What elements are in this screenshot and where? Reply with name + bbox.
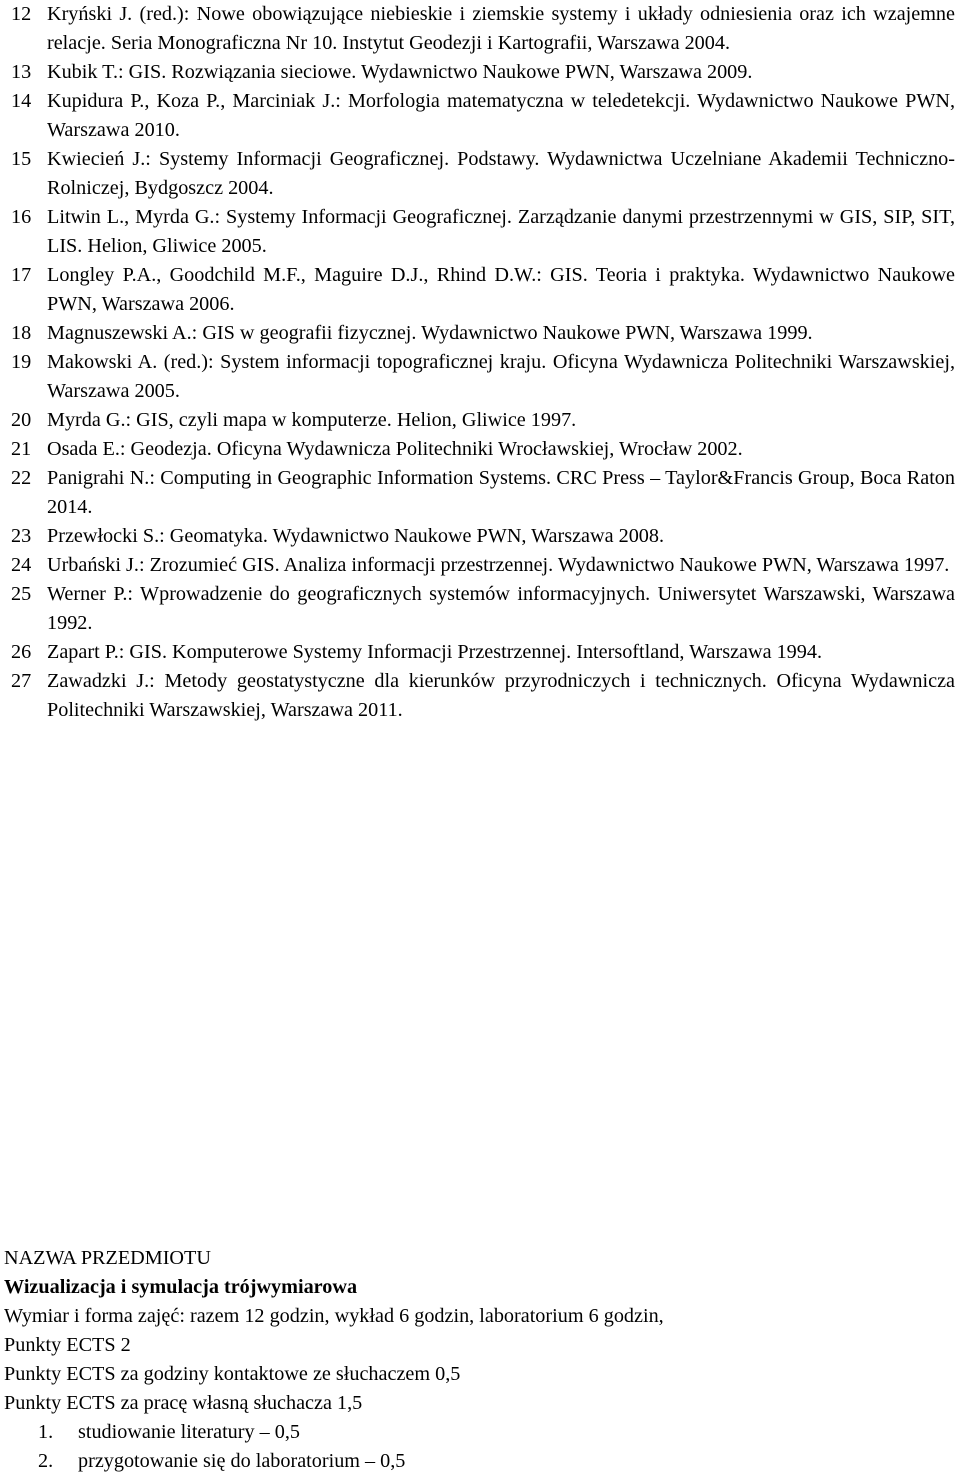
list-item [11,522,955,551]
reference-number: 13 [11,61,32,83]
list-item [11,406,955,435]
list-item [11,0,955,58]
reference-number: 27 [11,670,32,692]
reference-number: 17 [11,264,32,286]
reference-text: Urbański J.: Zrozumieć GIS. Analiza informacji przestrzennej. Wydawnictwo Naukowe PWN, Warszawa 1997. [47,554,950,576]
reference-text: Zawadzki J.: Metody geostatystyczne dla kierunków przyrodniczych i technicznych. Oficyna Wydawnicza Politechniki Warszawskiej, Warszawa 2011. [47,670,955,721]
item-text: przygotowanie się do laboratorium – 0,5 [78,1450,406,1472]
reference-text: Panigrahi N.: Computing in Geographic Information Systems. CRC Press – Taylor&Francis Group, Boca Raton 2014. [47,467,955,518]
list-item [11,348,955,406]
list-item [11,464,955,522]
reference-text: Kryński J. (red.): Nowe obowiązujące niebieskie i ziemskie systemy i układy odniesienia oraz ich wzajemne relacje. Seria Monograficzna Nr 10. Instytut Geodezji i Kartografii, Warszawa 2004. [47,3,955,54]
list-item [11,203,955,261]
reference-text: Osada E.: Geodezja. Oficyna Wydawnicza Politechniki Wrocławskiej, Wrocław 2002. [47,438,743,460]
reference-number: 23 [11,525,32,547]
course-section [4,1244,944,1476]
list-item [11,58,955,87]
reference-number: 18 [11,322,32,344]
reference-number: 19 [11,351,32,373]
reference-text: Litwin L., Myrda G.: Systemy Informacji Geograficznej. Zarządzanie danymi przestrzennymi w GIS, SIP, SIT, LIS. Helion, Gliwice 2005. [47,206,955,257]
reference-text: Kubik T.: GIS. Rozwiązania sieciowe. Wydawnictwo Naukowe PWN, Warszawa 2009. [47,61,753,83]
reference-number: 25 [11,583,32,605]
reference-text: Myrda G.: GIS, czyli mapa w komputerze. Helion, Gliwice 1997. [47,409,577,431]
reference-number: 20 [11,409,32,431]
item-text: studiowanie literatury – 0,5 [78,1421,301,1443]
ects-contact: Punkty ECTS za godziny kontaktowe ze słuchaczem 0,5 [4,1363,461,1385]
list-item [11,580,955,638]
list-item [11,638,955,667]
list-item [11,145,955,203]
reference-text: Kupidura P., Koza P., Marciniak J.: Morfologia matematyczna w teledetekcji. Wydawnictwo Naukowe PWN, Warszawa 2010. [47,90,955,141]
reference-number: 15 [11,148,32,170]
list-item [11,319,955,348]
list-item [4,1418,944,1447]
item-number: 2. [38,1450,54,1472]
ects-self-work: Punkty ECTS za pracę własną słuchacza 1,5 [4,1392,363,1414]
item-number: 1. [38,1421,54,1443]
list-item [11,87,955,145]
list-item [4,1447,944,1476]
course-hours: Wymiar i forma zajęć: razem 12 godzin, wykład 6 godzin, laboratorium 6 godzin, [4,1305,664,1327]
bibliography-list [11,0,955,725]
reference-text: Makowski A. (red.): System informacji topograficznej kraju. Oficyna Wydawnicza Politechniki Warszawskiej, Warszawa 2005. [47,351,955,402]
reference-number: 26 [11,641,32,663]
reference-number: 16 [11,206,32,228]
reference-number: 24 [11,554,32,576]
reference-text: Werner P.: Wprowadzenie do geograficznych systemów informacyjnych. Uniwersytet Warszawski, Warszawa 1992. [47,583,955,634]
reference-number: 22 [11,467,32,489]
reference-text: Zapart P.: GIS. Komputerowe Systemy Informacji Przestrzennej. Intersoftland, Warszawa 1994. [47,641,823,663]
reference-text: Longley P.A., Goodchild M.F., Maguire D.J., Rhind D.W.: GIS. Teoria i praktyka. Wydawnictwo Naukowe PWN, Warszawa 2006. [47,264,955,315]
section-label: NAZWA PRZEDMIOTU [4,1247,211,1269]
reference-number: 21 [11,438,32,460]
self-work-list [4,1418,944,1476]
ects-total: Punkty ECTS 2 [4,1334,131,1356]
reference-number: 14 [11,90,32,112]
reference-text: Magnuszewski A.: GIS w geografii fizycznej. Wydawnictwo Naukowe PWN, Warszawa 1999. [47,322,813,344]
reference-text: Kwiecień J.: Systemy Informacji Geograficznej. Podstawy. Wydawnictwa Uczelniane Akademii Techniczno-Rolniczej, Bydgoszcz 2004. [47,148,955,199]
list-item [11,551,955,580]
list-item [11,667,955,725]
list-item [11,435,955,464]
list-item [11,261,955,319]
reference-text: Przewłocki S.: Geomatyka. Wydawnictwo Naukowe PWN, Warszawa 2008. [47,525,665,547]
reference-number: 12 [11,3,32,25]
course-title: Wizualizacja i symulacja trójwymiarowa [4,1276,358,1298]
